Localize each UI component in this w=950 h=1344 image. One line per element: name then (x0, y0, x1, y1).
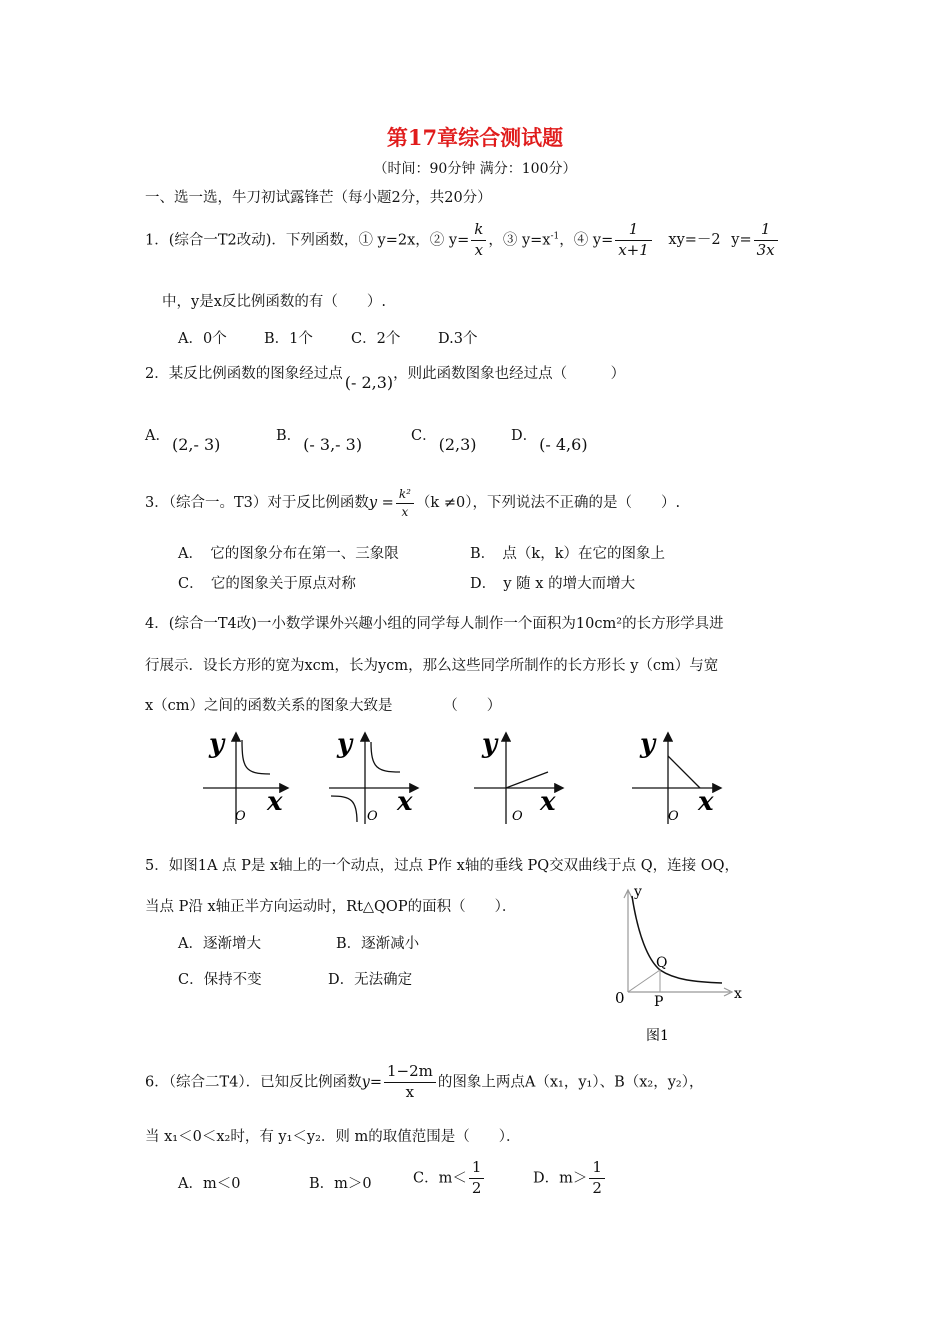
q2-option-d (511, 424, 588, 454)
q3-func-denominator: x (401, 504, 409, 519)
q1-func-2-denominator: x (474, 240, 484, 259)
q2-text: 2．某反比例函数的图象经过点 (145, 366, 343, 382)
q1-func-2-numerator: k (471, 222, 486, 241)
q6-option-c-fraction (469, 1160, 485, 1197)
q1-lead: 1．(综合一T2改动)．下列函数， (145, 232, 359, 249)
q1-func-4-denominator: x+1 (618, 240, 649, 259)
question-2 (145, 362, 625, 392)
q4-graph-c (470, 728, 570, 828)
q5-figure-1 (610, 880, 760, 1050)
q6-option-c (413, 1160, 486, 1197)
q4-graph-b (325, 728, 425, 828)
q2-option-a-label: A． (145, 428, 170, 444)
q5-fig-caption: 图1 (646, 1028, 669, 1044)
q1-func-4-numerator: 1 (615, 222, 652, 241)
q1-option-a: A．0个 (178, 331, 227, 347)
q3-option-d: D． y 随 x 的增大而增大 (470, 576, 636, 592)
q5-fig-axis-x: x (734, 986, 742, 1002)
q3-text-2: ，下列说法不正确的是（ ）. (472, 495, 681, 512)
q2-option-a-value: (2,- 3) (171, 435, 221, 454)
q6-option-d (533, 1160, 607, 1197)
q3-condition: （k ≠0） (415, 495, 473, 512)
q6-option-c-denominator: 2 (471, 1178, 482, 1197)
q1-func-2-fraction (471, 222, 486, 259)
q1-func-6-fraction (754, 222, 778, 259)
q4d-axis-y: y (640, 729, 656, 759)
q6-text-2: 的图象上两点A（x₁，y₁）、B（x₂，y₂）， (437, 1074, 704, 1091)
q1-func-2-prefix: ② y= (429, 232, 470, 249)
q1-func-4-prefix: ，④ y= (559, 232, 614, 249)
q6-option-c-prefix: C．m＜ (413, 1170, 467, 1187)
q6-option-d-denominator: 2 (592, 1178, 602, 1197)
q5-option-a: A．逐渐增大 (178, 936, 261, 952)
question-4-line-1: 4．(综合一T4改)一小数学课外兴趣小组的同学每人制作一个面积为10cm²的长方形学具进 (145, 616, 724, 632)
q2-text-2: ，则此函数图象也经过点（ ） (393, 366, 626, 382)
q6-func-denominator: x (405, 1082, 415, 1101)
question-5-line-1: 5．如图1A 点 P是 x轴上的一个动点，过点 P作 x轴的垂线 PQ交双曲线于点 Q，连接 OQ， (145, 858, 739, 874)
q2-option-d-value: (- 4,6) (539, 435, 588, 454)
q4-graph-a (195, 728, 295, 828)
question-6-line-2: 当 x₁＜0＜x₂时，有 y₁＜y₂．则 m的取值范围是（ ）． (145, 1129, 521, 1145)
q3-option-a: A． 它的图象分布在第一、三象限 (178, 546, 399, 562)
q3-func-numerator: k² (396, 488, 414, 504)
question-1-line-2: 中，y是x反比例函数的有（ ）. (162, 294, 386, 310)
q2-point: (- 2,3) (344, 373, 394, 392)
q3-option-c: C． 它的图象关于原点对称 (178, 576, 356, 592)
page-title: 第17章综合测试题 (386, 125, 564, 150)
q4d-origin: O (668, 809, 679, 824)
q4a-origin: O (235, 809, 246, 824)
question-3 (145, 488, 680, 518)
q4-graph-d (628, 728, 728, 828)
q1-func-4-fraction (615, 222, 652, 259)
q2-option-d-label: D． (511, 428, 538, 444)
q1-func-5: xy=－2 (668, 232, 721, 249)
q3-func-prefix: y = (368, 495, 394, 512)
q4a-axis-y: y (209, 729, 225, 759)
q5-option-c: C．保持不变 (178, 972, 262, 988)
q6-option-a: A．m＜0 (178, 1176, 241, 1192)
q4b-origin: O (367, 809, 378, 824)
q2-option-b-value: (- 3,- 3) (303, 435, 363, 454)
q4d-axis-x: x (698, 787, 714, 817)
question-4-line-2: 行展示．设长方形的宽为xcm，长为ycm，那么这些同学所制作的长方形长 y（cm）与宽 (145, 658, 719, 674)
q2-option-a (145, 424, 220, 454)
q1-func-3: ，③ y=x (488, 232, 551, 249)
q1-option-b: B．1个 (264, 331, 313, 347)
section-heading: 一、选一选，牛刀初试露锋芒（每小题2分，共20分） (145, 190, 492, 206)
question-5-line-2: 当点 P沿 x轴正半方向运动时，Rt△QOP的面积（ ）． (145, 899, 517, 915)
q6-option-d-fraction (589, 1160, 605, 1197)
q5-fig-point-q: Q (656, 955, 668, 971)
q5-fig-origin: 0 (615, 989, 625, 1007)
q3-func-fraction (396, 488, 414, 518)
q5-fig-axis-y: y (634, 884, 642, 900)
q4a-axis-x: x (267, 787, 283, 817)
q2-option-b-label: B． (276, 428, 302, 444)
q2-option-b (276, 424, 362, 454)
q2-option-c-label: C． (411, 428, 437, 444)
q5-option-d: D．无法确定 (328, 972, 413, 988)
q6-func-prefix: y= (361, 1074, 382, 1091)
q6-option-d-numerator: 1 (589, 1160, 605, 1179)
q4b-axis-y: y (337, 729, 353, 759)
q1-option-d: D.3个 (438, 331, 478, 347)
q4c-axis-y: y (482, 729, 498, 759)
q1-func-1: ① y=2x， (358, 232, 430, 249)
q4c-axis-x: x (540, 787, 556, 817)
q1-func-3-exponent: -1 (550, 231, 560, 242)
q1-option-c: C．2个 (351, 331, 401, 347)
q3-option-b: B． 点（k，k）在它的图象上 (470, 546, 665, 562)
q2-option-c-value: (2,3) (438, 435, 477, 454)
question-6-line-1 (145, 1064, 703, 1101)
question-4-line-3: x（cm）之间的函数关系的图象大致是 （ ） (145, 698, 502, 714)
q5-fig-point-p: P (654, 994, 664, 1010)
q6-option-b: B．m＞0 (309, 1176, 372, 1192)
q2-option-c (411, 424, 477, 454)
q6-func-numerator: 1−2m (384, 1064, 436, 1083)
q5-option-b: B．逐渐减小 (336, 936, 420, 952)
q1-func-6-numerator: 1 (754, 222, 778, 241)
q6-option-d-prefix: D．m＞ (533, 1170, 588, 1187)
q1-func-6-denominator: 3x (756, 240, 775, 259)
page-subtitle: （时间：90分钟 满分：100分） (373, 161, 577, 177)
q6-text: 6．（综合二T4）．已知反比例函数 (145, 1074, 362, 1091)
q6-option-c-numerator: 1 (469, 1160, 485, 1179)
q4b-axis-x: x (397, 787, 413, 817)
q4c-origin: O (512, 809, 523, 824)
q3-text: 3．（综合一。T3）对于反比例函数 (145, 495, 369, 512)
q1-func-6-prefix: y= (731, 232, 752, 249)
q6-func-fraction (384, 1064, 436, 1101)
question-1-line-1 (145, 222, 780, 259)
